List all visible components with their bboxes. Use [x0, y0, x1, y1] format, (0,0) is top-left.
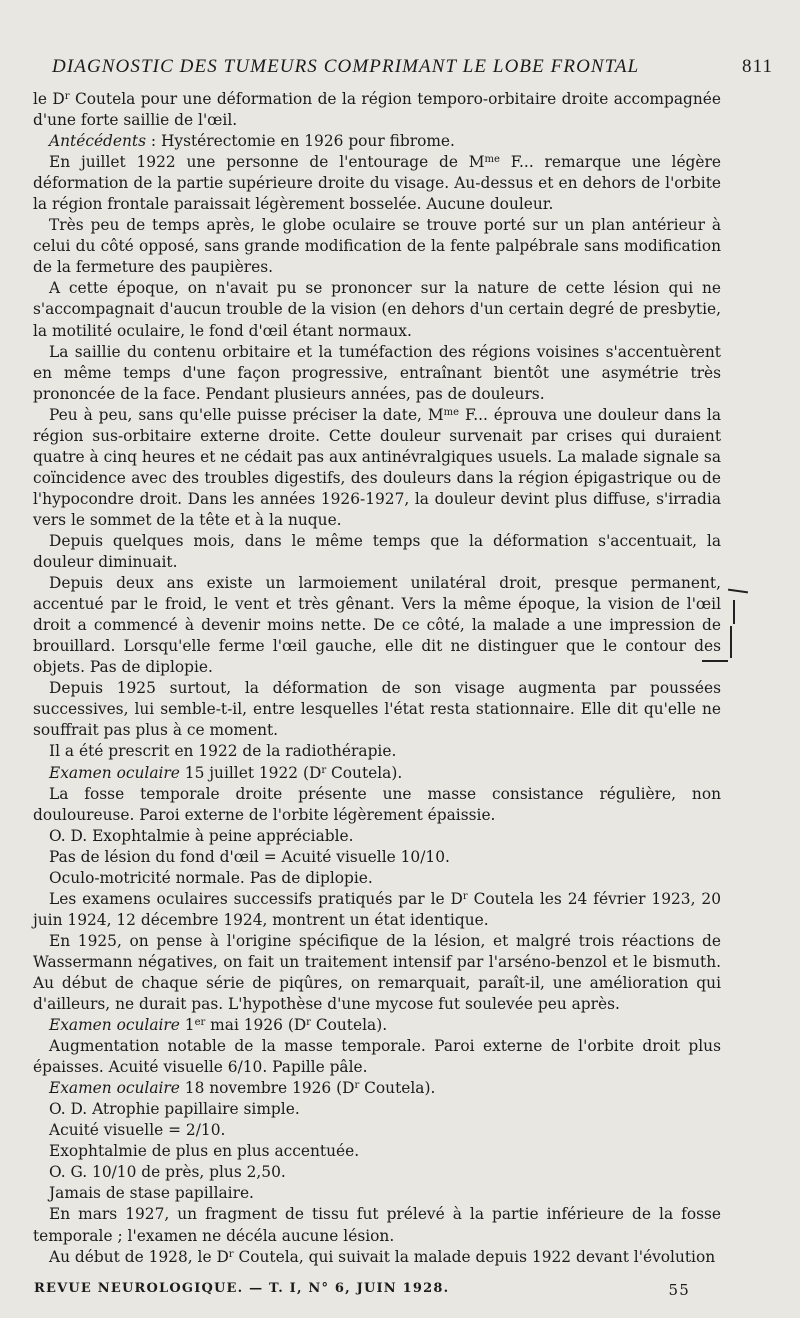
superscript: r [228, 1248, 234, 1260]
text-run: En mars 1927, un fragment de tissu fut prélevé à la partie inférieure de la fosse temporale ; l'examen ne décéla aucune lésion. [33, 1205, 721, 1245]
paragraph-p28 [33, 1247, 721, 1268]
italic-label: Antécédents [49, 132, 147, 151]
paragraph-p23 [33, 1120, 721, 1141]
superscript: r [321, 764, 327, 776]
superscript: er [194, 1017, 206, 1029]
text-run: Depuis deux ans existe un larmoiement unilatéral droit, presque permanent, accentué par le froid, le vent et très gênant. Vers la même époque, la vision de l'œil droit a commencé à devenir moins nette. De ce côté, la malade a une impression de brouillard. Lorsqu'elle ferme l'œil gauche, elle dit ne distinguer que le contour des objets. Pas de diplopie. [33, 574, 721, 677]
paragraph-p1 [33, 89, 721, 131]
text-run: Depuis quelques mois, dans le même temps que la déformation s'accentuait, la douleur diminuait. [33, 531, 721, 572]
paragraph-p24 [33, 1141, 721, 1162]
text-run: 18 novembre 1926 (D [179, 1079, 355, 1098]
italic-label: Examen oculaire [49, 1016, 180, 1035]
italic-label: Examen oculaire [49, 1079, 180, 1098]
text-run: Coutela). [310, 1016, 388, 1035]
paragraph-p8 [33, 531, 721, 573]
text-run: le D [33, 90, 65, 108]
paragraph-p13 [33, 784, 721, 826]
text-run: La saillie du contenu orbitaire et la tuméfaction des régions voisines s'accentuèrent en même temps d'une façon progressive, entraînant bientôt une asymétrie très prononcée de la face. Pendant plusieurs années, pas de douleurs. [33, 342, 721, 403]
text-run: Coutela, qui suivait la malade depuis 1922 devant l'évolution [233, 1247, 716, 1266]
superscript: r [354, 1080, 360, 1092]
text-run: F... éprouva une douleur dans la région sus-orbitaire externe droite. Cette douleur survenait par crises qui duraient quatre à cinq heures et ne cédait pas aux antinévralgiques usuels. La malade signale sa coïncidence avec des troubles digestifs, des douleurs dans la région épigastrique ou de l'hypocondre droit. Dans les années 1926-1927, la douleur devint plus diffuse, s'irradia vers le sommet de la tête et à la nuque. [33, 405, 721, 529]
text-run: Coutela les 24 février 1923, 20 juin 1924, 12 décembre 1924, montrent un état identique. [33, 889, 721, 929]
text-run: mai 1926 (D [205, 1016, 307, 1035]
paragraph-p19 [33, 1015, 721, 1036]
text-run: Exophtalmie de plus en plus accentuée. [49, 1142, 360, 1161]
superscript: r [64, 91, 70, 102]
text-run: : Hystérectomie en 1926 pour fibrome. [146, 132, 455, 151]
paragraph-p12 [33, 763, 721, 784]
text-run: Il a été prescrit en 1922 de la radiothérapie. [49, 742, 397, 761]
superscript: r [306, 1017, 311, 1029]
paragraph-p16 [33, 868, 721, 889]
paragraph-p17 [33, 889, 721, 931]
text-run: O. G. 10/10 de près, plus 2,50. [49, 1163, 286, 1182]
superscript: me [484, 154, 500, 166]
text-run: Jamais de stase papillaire. [49, 1184, 254, 1203]
journal-citation: REVUE NEUROLOGIQUE. — T. I, N° 6, JUIN 1928. [34, 1281, 450, 1296]
article-body [33, 89, 721, 1268]
sheet-number: 55 [668, 1281, 690, 1299]
paragraph-p3 [33, 152, 721, 215]
text-run: Coutela). [359, 1079, 436, 1098]
text-run: La fosse temporale droite présente une masse consistance régulière, non douloureuse. Paroi externe de l'orbite légèrement épaissie. [33, 784, 721, 824]
paragraph-p20 [33, 1036, 721, 1078]
text-run: O. D. Exophtalmie à peine appréciable. [49, 826, 354, 845]
superscript: me [443, 406, 460, 418]
paragraph-p9 [33, 573, 721, 678]
running-title: DIAGNOSTIC DES TUMEURS COMPRIMANT LE LOBE FRONTAL [52, 56, 640, 77]
text-run: Augmentation notable de la masse temporale. Paroi externe de l'orbite droit plus épaisses. Acuité visuelle 6/10. Papille pâle. [33, 1037, 721, 1077]
text-run: F... remarque une légère déformation de la partie supérieure droite du visage. Au-dessus et en dehors de l'orbite la région frontale paraissait légèrement bosselée. Aucune douleur. [33, 153, 721, 214]
paragraph-p26 [33, 1183, 721, 1204]
paragraph-p10 [33, 678, 721, 741]
text-run: Les examens oculaires successifs pratiqués par le D [49, 889, 463, 908]
journal-footer [34, 1281, 720, 1299]
text-run: 15 juillet 1922 (D [179, 763, 322, 782]
paragraph-p6 [33, 342, 721, 405]
italic-label: Examen oculaire [49, 763, 180, 782]
text-run: En juillet 1922 une personne de l'entourage de M [49, 153, 485, 172]
paragraph-p18 [33, 931, 721, 1015]
text-run: Coutela pour une déformation de la région temporo-orbitaire droite accompagnée d'une forte saillie de l'œil. [33, 90, 721, 130]
text-run: Oculo-motricité normale. Pas de diplopie. [49, 868, 373, 887]
superscript: r [462, 890, 468, 902]
paragraph-p7 [33, 405, 721, 531]
text-run: Acuité visuelle = 2/10. [49, 1121, 226, 1140]
text-run: Pas de lésion du fond d'œil = Acuité visuelle 10/10. [49, 847, 450, 866]
text-run: En 1925, on pense à l'origine spécifique de la lésion, et malgré trois réactions de Wassermann négatives, on fait un traitement intensif par l'arséno-benzol et le bismuth. Au début de chaque série de piqûres, on remarquait, paraît-il, une amélioration qui d'ailleurs, ne durait pas. L'hypothèse d'une mycose fut soulevée peu après. [33, 931, 721, 1014]
paragraph-p22 [33, 1099, 721, 1120]
text-run: Coutela). [326, 763, 403, 782]
paragraph-p15 [33, 847, 721, 868]
paragraph-p21 [33, 1078, 721, 1099]
page-number: 811 [742, 56, 774, 77]
paragraph-p4 [33, 215, 721, 278]
paragraph-p11 [33, 741, 721, 762]
running-header [52, 56, 794, 78]
text-run: Peu à peu, sans qu'elle puisse préciser la date, M [49, 405, 444, 424]
paragraph-p2 [33, 131, 721, 152]
text-run: Au début de 1928, le D [49, 1247, 229, 1266]
text-run: A cette époque, on n'avait pu se prononcer sur la nature de cette lésion qui ne s'accompagnait d'aucun trouble de la vision (en dehors d'un certain degré de presbytie, la motilité oculaire, le fond d'œil étant normaux. [33, 279, 721, 340]
paragraph-p25 [33, 1162, 721, 1183]
text-run: O. D. Atrophie papillaire simple. [49, 1100, 300, 1119]
text-run: 1 [179, 1016, 195, 1035]
paragraph-p27 [33, 1204, 721, 1246]
paragraph-p14 [33, 826, 721, 847]
text-run: Depuis 1925 surtout, la déformation de son visage augmenta par poussées successives, lui semble-t-il, entre lesquelles l'état resta stationnaire. Elle dit qu'elle ne souffrait pas plus à ce moment. [33, 679, 721, 740]
paragraph-p5 [33, 278, 721, 341]
text-run: Très peu de temps après, le globe oculaire se trouve porté sur un plan antérieur à celui du côté opposé, sans grande modification de la fente palpébrale sans modification de la fermeture des paupières. [33, 216, 721, 277]
